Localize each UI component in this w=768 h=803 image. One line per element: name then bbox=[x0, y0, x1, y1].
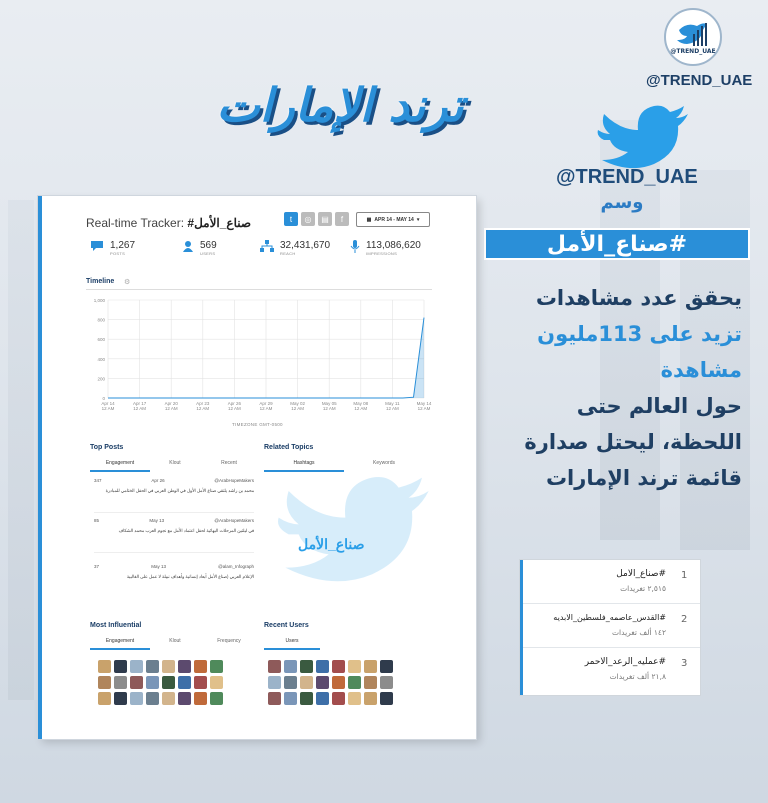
avatar[interactable] bbox=[284, 676, 297, 689]
headline-line: مشاهدة bbox=[660, 358, 742, 382]
avatar[interactable] bbox=[114, 676, 127, 689]
tab-hashtags[interactable]: Hashtags bbox=[264, 460, 344, 472]
divider bbox=[86, 289, 432, 290]
avatar[interactable] bbox=[162, 660, 175, 673]
x-tick-sublabel: 12 AM bbox=[386, 406, 399, 411]
avatar[interactable] bbox=[178, 660, 191, 673]
avatar[interactable] bbox=[162, 676, 175, 689]
avatar[interactable] bbox=[284, 692, 297, 705]
stat-label: REACH bbox=[280, 251, 296, 256]
tracker-header bbox=[86, 216, 251, 230]
post-text: في ليلتين المرحلات البهائية لحفل اعتماد الأمل مع نجوم العرب محمد الشكاف bbox=[118, 528, 254, 533]
instagram-toggle-icon[interactable]: ◎ bbox=[301, 212, 315, 226]
tab-users[interactable]: Users bbox=[264, 638, 320, 650]
brand-handle: @TREND_UAE bbox=[646, 72, 753, 89]
stat-value: 569 bbox=[200, 240, 217, 251]
avatar[interactable] bbox=[210, 676, 223, 689]
brand-handle-secondary: @TREND_UAE bbox=[556, 166, 698, 188]
twitter-toggle-icon[interactable]: t bbox=[284, 212, 298, 226]
avatar[interactable] bbox=[194, 692, 207, 705]
x-tick-sublabel: 12 AM bbox=[259, 406, 273, 411]
avatar[interactable] bbox=[316, 676, 329, 689]
avatar[interactable] bbox=[300, 660, 313, 673]
tracker-label: Real-time Tracker: bbox=[86, 216, 185, 230]
trend-item[interactable] bbox=[523, 604, 700, 648]
avatar[interactable] bbox=[162, 692, 175, 705]
related-topics-title: Related Topics bbox=[264, 444, 314, 451]
hashtag-watermark: صناع_الأمل bbox=[298, 536, 365, 552]
avatar[interactable] bbox=[364, 660, 377, 673]
stats-row bbox=[90, 240, 450, 256]
trends-list bbox=[520, 560, 700, 695]
tab-keywords[interactable]: Keywords bbox=[373, 460, 395, 466]
avatar[interactable] bbox=[364, 676, 377, 689]
avatar[interactable] bbox=[348, 660, 361, 673]
post-score: 85 bbox=[94, 518, 100, 523]
x-tick-label: May 02 bbox=[290, 401, 305, 406]
twitter-bird-icon bbox=[594, 100, 690, 170]
avatar[interactable] bbox=[380, 660, 393, 673]
timeline-title: Timeline bbox=[86, 278, 115, 285]
x-tick-label: Apr 20 bbox=[164, 401, 178, 406]
y-tick-label: 0 bbox=[102, 396, 105, 401]
post-date[interactable]: May 13 bbox=[149, 518, 165, 523]
tab-klout[interactable]: Klout bbox=[169, 460, 181, 466]
avatar[interactable] bbox=[210, 692, 223, 705]
trend-rank: 1 bbox=[681, 570, 688, 581]
y-tick-label: 800 bbox=[97, 317, 105, 323]
trend-name[interactable]: #القدس_عاصمه_فلسطين_الابديه bbox=[553, 613, 666, 622]
calendar-icon: ▦ bbox=[366, 216, 372, 223]
tab-recent[interactable]: Recent bbox=[221, 460, 237, 466]
avatar[interactable] bbox=[114, 692, 127, 705]
facebook-toggle-icon[interactable]: f bbox=[335, 212, 349, 226]
stat-label: USERS bbox=[200, 251, 216, 256]
x-tick-label: May 08 bbox=[353, 401, 369, 406]
trend-item[interactable] bbox=[523, 648, 700, 692]
headline-line: يحقق عدد مشاهدات bbox=[535, 286, 742, 310]
logo-caption: @TREND_UAE bbox=[670, 47, 716, 55]
avatar[interactable] bbox=[380, 692, 393, 705]
microphone-icon bbox=[350, 240, 360, 253]
avatar[interactable] bbox=[130, 676, 143, 689]
headline-line: حول العالم حتى bbox=[576, 394, 742, 418]
stat-users bbox=[182, 240, 260, 256]
avatar[interactable] bbox=[268, 692, 281, 705]
x-tick-sublabel: 12 AM bbox=[133, 406, 146, 411]
post-meta bbox=[94, 564, 254, 569]
avatar[interactable] bbox=[130, 660, 143, 673]
avatar[interactable] bbox=[194, 676, 207, 689]
blog-toggle-icon[interactable]: ▤ bbox=[318, 212, 332, 226]
avatar[interactable] bbox=[210, 660, 223, 673]
avatar[interactable] bbox=[300, 692, 313, 705]
twitter-bird-watermark-icon bbox=[272, 466, 432, 586]
x-tick-sublabel: 12 AM bbox=[101, 406, 115, 411]
tab-engagement[interactable]: Engagement bbox=[90, 638, 150, 650]
user-icon bbox=[182, 240, 194, 252]
post-author[interactable]: @alam_Infograph bbox=[218, 564, 254, 569]
stat-label: POSTS bbox=[110, 251, 126, 256]
y-tick-label: 400 bbox=[97, 356, 105, 362]
avatar[interactable] bbox=[316, 660, 329, 673]
y-tick-label: 200 bbox=[97, 376, 105, 382]
divider bbox=[94, 552, 254, 553]
post-score: 37 bbox=[94, 564, 100, 569]
timezone-label: TIMEZONE GMT-0500 bbox=[232, 422, 283, 427]
tag-intro: وسم bbox=[600, 192, 644, 213]
post-text: محمد بن راشد يلتقي صناع الأمل الأول في الوطن العربي في الحفل الختامي للمبادرة bbox=[105, 488, 254, 493]
avatar[interactable] bbox=[284, 660, 297, 673]
avatar[interactable] bbox=[268, 676, 281, 689]
stat-impressions bbox=[350, 240, 450, 256]
post-score: 347 bbox=[94, 478, 102, 483]
avatar[interactable] bbox=[364, 692, 377, 705]
avatar[interactable] bbox=[332, 692, 345, 705]
stat-value: 113,086,620 bbox=[366, 240, 421, 251]
x-tick-sublabel: 12 AM bbox=[354, 406, 368, 411]
avatar[interactable] bbox=[98, 660, 111, 673]
network-icon bbox=[260, 240, 274, 252]
avatar[interactable] bbox=[348, 676, 361, 689]
tracker-hashtag: #صناع_الأمل bbox=[187, 216, 252, 230]
post-author[interactable]: @ArabHopeMakers bbox=[214, 518, 254, 523]
avatar[interactable] bbox=[332, 660, 345, 673]
x-tick-sublabel: 12 AM bbox=[291, 406, 304, 411]
avatar[interactable] bbox=[194, 660, 207, 673]
stat-label: IMPRESSIONS bbox=[366, 251, 398, 256]
avatar[interactable] bbox=[98, 692, 111, 705]
influential-avatar-grid bbox=[98, 660, 223, 705]
trend-rank: 2 bbox=[681, 614, 688, 625]
x-tick-sublabel: 12 AM bbox=[196, 406, 210, 411]
x-tick-sublabel: 12 AM bbox=[164, 406, 178, 411]
x-tick-sublabel: 12 AM bbox=[417, 406, 431, 411]
avatar[interactable] bbox=[130, 692, 143, 705]
trend-name[interactable]: #عمليه_الرعد_الاحمر bbox=[584, 657, 666, 667]
recent-users-avatar-grid bbox=[268, 660, 393, 705]
post-date[interactable]: Apr 26 bbox=[151, 478, 165, 483]
x-tick-label: Apr 26 bbox=[227, 401, 242, 406]
x-tick-label: May 11 bbox=[385, 401, 400, 406]
avatar[interactable] bbox=[332, 676, 345, 689]
x-tick-label: Apr 17 bbox=[132, 401, 147, 406]
date-range-label: APR 14 - MAY 14 bbox=[374, 216, 414, 223]
x-tick-label: Apr 23 bbox=[196, 401, 210, 406]
trend-count: ١٤٢ ألف تغريدات bbox=[611, 628, 666, 637]
settings-gear-icon[interactable]: ⚙ bbox=[124, 279, 131, 286]
post-text: الإعلام العربي (صناع الأمل أبعاد إنسانية وأهداف نبيلة لا عمل على الغالبية bbox=[126, 574, 254, 579]
avatar[interactable] bbox=[316, 692, 329, 705]
divider bbox=[94, 512, 254, 513]
stat-reach bbox=[260, 240, 350, 256]
avatar[interactable] bbox=[114, 660, 127, 673]
tracker-dashboard bbox=[38, 196, 476, 739]
avatar[interactable] bbox=[348, 692, 361, 705]
avatar[interactable] bbox=[300, 676, 313, 689]
trend-rank: 3 bbox=[681, 658, 688, 669]
background-building bbox=[8, 200, 34, 700]
speech-bubble-icon bbox=[90, 240, 104, 252]
most-influential-title: Most Influential bbox=[90, 622, 142, 629]
tab-klout[interactable]: Klout bbox=[169, 638, 181, 644]
avatar[interactable] bbox=[146, 692, 159, 705]
chevron-down-icon: ▾ bbox=[416, 216, 420, 223]
page-title: ترند الإمارات bbox=[216, 78, 464, 132]
post-meta bbox=[94, 518, 254, 523]
headline-line: تزيد على 113مليون bbox=[537, 322, 742, 346]
stat-value: 1,267 bbox=[110, 240, 136, 251]
trend-count: ٢١,٨ ألف تغريدات bbox=[609, 672, 666, 681]
y-tick-label: 600 bbox=[97, 337, 105, 343]
x-tick-label: Apr 29 bbox=[259, 401, 273, 406]
tab-frequency[interactable]: Frequency bbox=[217, 638, 241, 644]
headline bbox=[480, 280, 742, 496]
service-toggles bbox=[284, 212, 349, 226]
avatar[interactable] bbox=[380, 676, 393, 689]
avatar[interactable] bbox=[178, 676, 191, 689]
x-tick-label: May 05 bbox=[321, 401, 337, 406]
trend-name[interactable]: #صناع_الامل bbox=[616, 569, 666, 579]
x-tick-sublabel: 12 AM bbox=[322, 406, 336, 411]
hashtag-banner: #صناع_الأمل bbox=[484, 228, 750, 260]
avatar[interactable] bbox=[98, 676, 111, 689]
top-posts-title: Top Posts bbox=[90, 444, 124, 451]
trend-item[interactable] bbox=[523, 560, 700, 604]
avatar[interactable] bbox=[178, 692, 191, 705]
post-date[interactable]: May 13 bbox=[151, 564, 166, 569]
avatar[interactable] bbox=[146, 676, 159, 689]
headline-line: اللحظة، ليحتل صدارة bbox=[524, 430, 742, 454]
date-range-button[interactable] bbox=[356, 212, 430, 227]
stat-posts bbox=[90, 240, 182, 256]
recent-users-title: Recent Users bbox=[264, 622, 309, 629]
tab-engagement[interactable]: Engagement bbox=[90, 460, 150, 472]
stat-value: 32,431,670 bbox=[280, 240, 331, 251]
y-tick-label: 1,000 bbox=[93, 298, 105, 303]
x-tick-label: May 14 bbox=[416, 401, 432, 406]
trend-count: ٢,٥١٥ تغريدات bbox=[620, 584, 666, 593]
recent-users-tabs bbox=[264, 638, 320, 650]
influential-tabs bbox=[90, 638, 258, 650]
bird-chart-logo-icon bbox=[673, 20, 713, 50]
post-author[interactable]: @ArabHopeMakers bbox=[214, 478, 254, 483]
timeline-chart bbox=[84, 294, 434, 420]
brand-logo bbox=[664, 8, 722, 66]
headline-line: قائمة ترند الإمارات bbox=[545, 466, 742, 490]
avatar[interactable] bbox=[268, 660, 281, 673]
x-tick-sublabel: 12 AM bbox=[228, 406, 241, 411]
avatar[interactable] bbox=[146, 660, 159, 673]
top-posts-tabs bbox=[90, 460, 258, 472]
post-meta bbox=[94, 478, 254, 483]
x-tick-label: Apr 14 bbox=[101, 401, 115, 406]
